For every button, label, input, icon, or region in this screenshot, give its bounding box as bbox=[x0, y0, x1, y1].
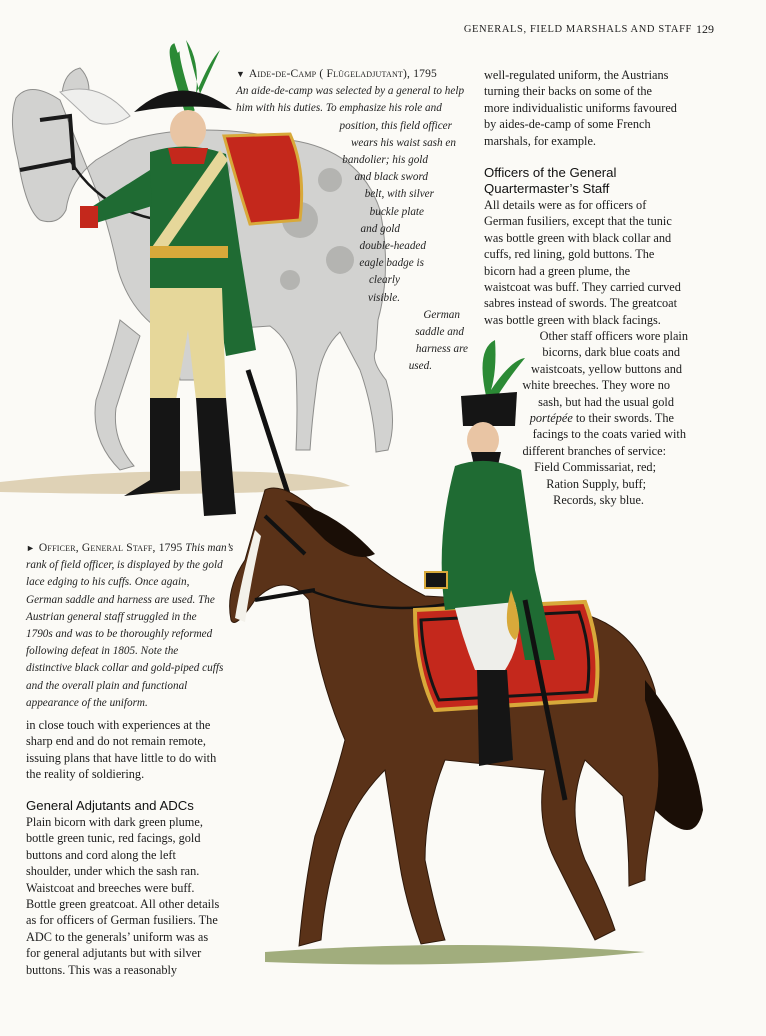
text-line: issuing plans that have little to do with bbox=[26, 750, 217, 765]
text-line: marshals, for example. bbox=[484, 133, 596, 148]
caption-line: distinctive black collar and gold-piped cuffs bbox=[26, 662, 224, 675]
text-line: bicorn had a green plume, the bbox=[484, 263, 631, 278]
caption-line: An aide-de-camp was selected by a general to help bbox=[236, 85, 465, 98]
down-arrow-icon: ▼ bbox=[236, 69, 245, 79]
text-line: white breeches. They wore no bbox=[522, 378, 670, 393]
caption-staff-officer bbox=[26, 540, 236, 712]
caption-line: rank of field officer, is displayed by the gold bbox=[26, 559, 223, 572]
text-line: buttons and cord along the left bbox=[26, 847, 176, 862]
text-line: Field Commissariat, red; bbox=[534, 460, 656, 475]
caption-line: German bbox=[423, 308, 460, 321]
right-column-body bbox=[484, 197, 716, 328]
text-line: turning their backs on some of the bbox=[484, 84, 653, 99]
text-line: well-regulated uniform, the Austrians bbox=[484, 68, 669, 82]
portepee-tail: to their swords. The bbox=[572, 411, 674, 426]
caption-line: harness are bbox=[415, 343, 468, 356]
caption-aide-de-camp bbox=[236, 66, 468, 376]
text-line: Records, sky blue. bbox=[553, 493, 644, 508]
right-column-intro bbox=[484, 67, 714, 149]
text-line: sharp end and do not remain remote, bbox=[26, 734, 206, 749]
caption-line: following defeat in 1805. Note the bbox=[26, 645, 179, 658]
caption-line: position, this field officer bbox=[339, 119, 452, 132]
sword-belt bbox=[150, 246, 228, 258]
caption-title: Aide-de-Camp ( Flügeladjutant), 1795 bbox=[248, 68, 437, 80]
text-line: German fusiliers, except that the tunic bbox=[484, 214, 672, 229]
text-line: shoulder, under which the sash ran. bbox=[26, 864, 200, 879]
text-line: Bottle green greatcoat. All other details bbox=[26, 897, 220, 912]
text-line: waistcoats, yellow buttons and bbox=[531, 361, 682, 376]
left-column-intro bbox=[26, 717, 246, 783]
boots bbox=[124, 398, 236, 516]
text-line: Ration Supply, buff; bbox=[546, 476, 646, 491]
running-head: GENERALS, FIELD MARSHALS AND STAFF bbox=[463, 24, 692, 35]
black-cuff bbox=[425, 572, 447, 588]
text-line: different branches of service: bbox=[522, 443, 666, 458]
caption-title-line bbox=[236, 66, 468, 83]
portepee-word: portépée bbox=[529, 411, 573, 426]
text-line: sash, but had the usual gold bbox=[538, 394, 674, 409]
caption-line: and gold bbox=[360, 222, 400, 235]
heading-line: Quartermaster’s Staff bbox=[484, 181, 610, 196]
heading-line: Officers of the General bbox=[484, 165, 617, 180]
caption-line: used. bbox=[408, 360, 432, 373]
caption-line: wears his waist sash en bbox=[350, 136, 456, 149]
caption-line: visible. bbox=[367, 291, 400, 304]
caption-line: and black sword bbox=[354, 171, 428, 184]
text-line: facings to the coats varied with bbox=[532, 427, 686, 442]
caption-line: clearly bbox=[368, 274, 400, 287]
text-line: Waistcoat and breeches were buff. bbox=[26, 880, 195, 895]
red-cuff bbox=[80, 206, 98, 228]
caption-line: him with his duties. To emphasize his role and bbox=[236, 102, 442, 115]
text-line: more individualistic uniforms favoured bbox=[484, 100, 677, 115]
caption-line: 1790s and was to be thoroughly reformed bbox=[26, 628, 213, 641]
text-line: All details were as for officers of bbox=[484, 198, 647, 212]
caption-line: German saddle and harness are used. The bbox=[26, 593, 215, 606]
text-line: bicorns, dark blue coats and bbox=[542, 345, 680, 360]
text-line: Other staff officers wore plain bbox=[539, 329, 688, 343]
text-line: cuffs, red lining, gold buttons. The bbox=[484, 247, 655, 262]
text-line: bottle green tunic, red facings, gold bbox=[26, 831, 201, 846]
caption-line: saddle and bbox=[415, 326, 464, 339]
ground-grass bbox=[265, 945, 645, 964]
caption-first-line bbox=[26, 540, 236, 557]
heading-quartermaster-staff bbox=[484, 165, 616, 197]
text-line: by aides-de-camp of some French bbox=[484, 117, 651, 132]
text-line: buttons. This was a reasonably bbox=[26, 962, 178, 977]
officer-face bbox=[170, 110, 206, 150]
left-column-body bbox=[26, 814, 246, 978]
text-line: was bottle green with black collar and bbox=[484, 230, 672, 245]
caption-line: and the overall plain and functional bbox=[26, 679, 188, 692]
heading-general-adjutants: General Adjutants and ADCs bbox=[26, 798, 194, 813]
text-line: was bottle green with black facings. bbox=[484, 312, 661, 327]
text-line: waistcoat was buff. They carried curved bbox=[484, 280, 681, 295]
caption-line: eagle badge is bbox=[359, 257, 424, 270]
text-line: in close touch with experiences at the bbox=[26, 718, 211, 732]
text-line: Plain bicorn with dark green plume, bbox=[26, 815, 203, 829]
caption-line: buckle plate bbox=[369, 205, 424, 218]
riding-boot bbox=[477, 670, 513, 766]
caption-line: double-headed bbox=[359, 240, 426, 253]
caption-line: Austrian general staff struggled in the bbox=[26, 610, 197, 623]
page-number: 129 bbox=[696, 22, 714, 36]
right-column-staff-paragraph bbox=[484, 328, 716, 508]
bicorn-hat bbox=[134, 90, 232, 112]
text-line: sabres instead of swords. The greatcoat bbox=[484, 296, 678, 311]
right-arrow-icon: ► bbox=[26, 543, 35, 553]
red-collar bbox=[168, 148, 208, 164]
caption-line: lace edging to his cuffs. Once again, bbox=[26, 576, 190, 589]
text-line: for general adjutants but with silver bbox=[26, 946, 202, 961]
text-line: as for officers of German fusiliers. The bbox=[26, 913, 218, 928]
text-line: ADC to the generals’ uniform was as bbox=[26, 929, 209, 944]
caption-line: belt, with silver bbox=[364, 188, 434, 201]
caption-line: appearance of the uniform. bbox=[26, 696, 148, 709]
caption-line: bandolier; his gold bbox=[342, 154, 428, 167]
caption-title: Officer, General Staff, 1795 bbox=[38, 542, 183, 554]
caption-line: This man’s bbox=[185, 542, 234, 554]
text-line bbox=[484, 410, 716, 426]
text-line: the reality of soldiering. bbox=[26, 767, 145, 782]
